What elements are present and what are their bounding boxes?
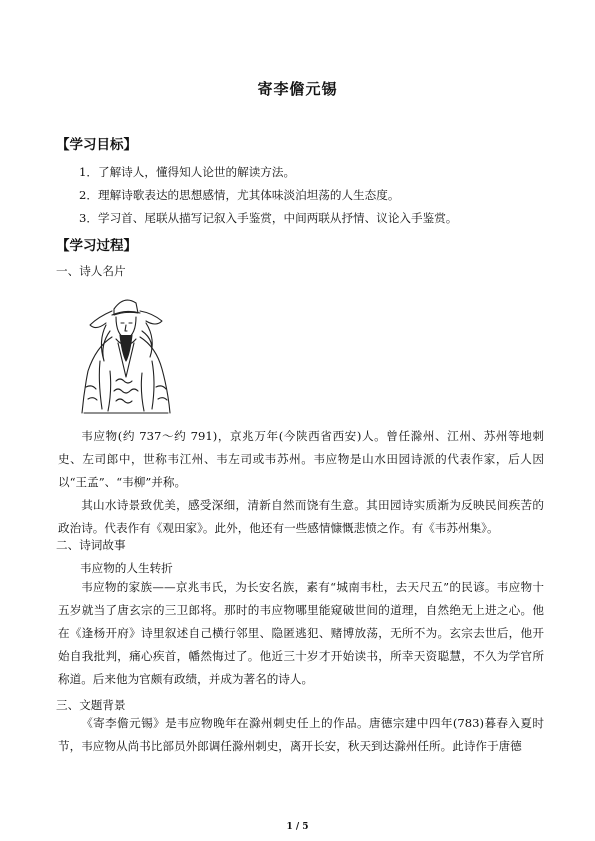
poet-intro-paragraph-2: 其山水诗景致优美，感受深细，清新自然而饶有生意。其田园诗实质渐为反映民间疾苦的政治诗。代表作有《观田家》。此外，他还有一些感情慷慨悲愤之作。有《韦苏州集》。	[58, 498, 544, 535]
poet-portrait-image	[76, 291, 176, 415]
poet-intro-text	[58, 425, 544, 540]
poem-story-text	[58, 576, 544, 691]
poem-story-subheading: 韦应物的人生转折	[80, 561, 173, 575]
goal-item-1: 1．了解诗人，懂得知人论世的解读方法。	[79, 165, 296, 179]
goals-heading: 【学习目标】	[56, 137, 137, 153]
poet-intro-paragraph-1: 韦应物(约 737～约 791)，京兆万年(今陕西省西安)人。曾任滁州、江州、苏州等地刺史、左司郎中，世称韦江州、韦左司或韦苏州。韦应物是山水田园诗派的代表作家，后人因以“王孟”、“韦柳”并称。	[58, 429, 544, 489]
poem-story-paragraph: 韦应物的家族——京兆韦氏，为长安名族，素有“城南韦杜，去天尺五”的民谚。韦应物十五岁就当了唐玄宗的三卫郎将。那时的韦应物哪里能窥破世间的道理，自然绝无上进之心。他在《逢杨开府》诗里叙述自己横行邻里、隐匿逃犯、赌博放荡，无所不为。玄宗去世后，他开始自我批判，痛心疾首，幡然悔过了。他近三十岁才开始读书，所幸天资聪慧，不久为学官所称道。后来他为官颇有政绩，并成为著名的诗人。	[58, 580, 544, 686]
goal-item-3: 3．学习首、尾联从描写记叙入手鉴赏，中间两联从抒情、议论入手鉴赏。	[79, 211, 458, 225]
background-text	[58, 712, 544, 758]
poet-card-heading: 一、诗人名片	[56, 264, 126, 278]
page-title: 寄李儋元锡	[257, 80, 338, 98]
goal-item-2: 2．理解诗歌表达的思想感情，尤其体味淡泊坦荡的人生态度。	[79, 188, 400, 202]
poem-story-heading: 二、诗词故事	[56, 538, 126, 552]
background-paragraph: 《寄李儋元锡》是韦应物晚年在滁州刺史任上的作品。唐德宗建中四年(783)暮春入夏时节，韦应物从尚书比部员外郎调任滁州刺史，离开长安，秋天到达滁州任所。此诗作于唐德	[58, 716, 544, 753]
page-number: 1 / 5	[286, 822, 309, 832]
process-heading: 【学习过程】	[56, 238, 137, 254]
background-heading: 三、文题背景	[56, 698, 126, 712]
